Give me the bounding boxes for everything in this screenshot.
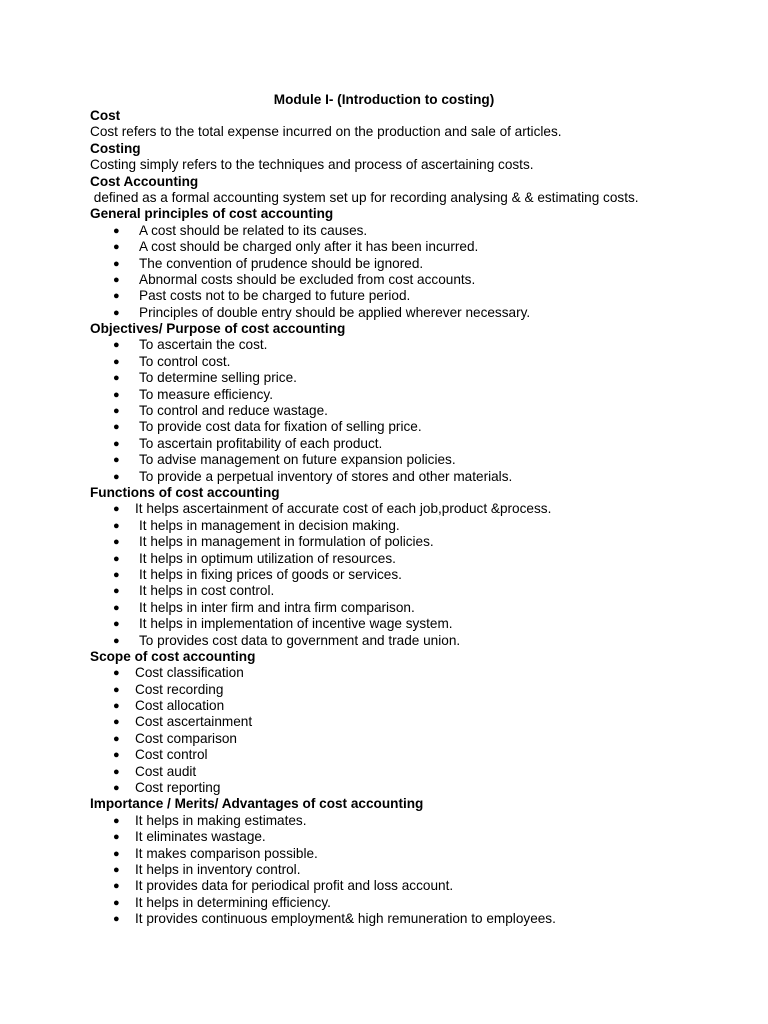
list-item: ● Abnormal costs should be excluded from cost accounts. <box>113 271 476 287</box>
costing-definition: Costing simply refers to the techniques and process of ascertaining costs. <box>90 157 534 173</box>
bullet-icon: ● <box>113 847 120 860</box>
list-item: ● It helps in implementation of incentive wage system. <box>113 616 453 632</box>
page-title: Module I- (Introduction to costing) <box>273 92 495 107</box>
list-item: ● To ascertain profitability of each product. <box>113 435 383 451</box>
bullet-icon: ● <box>113 519 120 532</box>
bullet-icon: ● <box>113 405 120 418</box>
bullet-icon: ● <box>113 601 120 614</box>
list-item: ● To control cost. <box>113 353 231 369</box>
bullet-icon: ● <box>113 470 120 483</box>
bullet-icon: ● <box>113 896 120 909</box>
list-item: ● It helps in management in formulation of policies. <box>113 534 434 550</box>
list-item: ● To control and reduce wastage. <box>113 403 328 419</box>
section-heading-functions: Functions of cost accounting <box>90 484 280 500</box>
bullet-icon: ● <box>113 585 120 598</box>
bullet-icon: ● <box>113 683 120 696</box>
bullet-icon: ● <box>113 716 120 729</box>
list-item: ● Principles of double entry should be applied wherever necessary. <box>113 304 531 320</box>
section-heading-scope: Scope of cost accounting <box>90 648 256 664</box>
bullet-icon: ● <box>113 863 120 876</box>
list-item: ● It helps in cost control. <box>113 583 275 599</box>
scope-list <box>90 665 750 796</box>
bullet-icon: ● <box>113 503 120 516</box>
list-item: ● To determine selling price. <box>113 370 297 386</box>
bullet-icon: ● <box>113 257 120 270</box>
list-item: ● Cost allocation <box>113 698 225 714</box>
list-item: ● Cost control <box>113 747 208 763</box>
list-item: ● A cost should be related to its causes. <box>113 222 368 238</box>
list-item: ● Cost reporting <box>113 780 221 796</box>
bullet-icon: ● <box>113 749 120 762</box>
section-heading-cost-accounting: Cost Accounting <box>90 173 199 189</box>
list-item: ● It helps in management in decision making. <box>113 517 400 533</box>
list-item: ● To provide a perpetual inventory of stores and other materials. <box>113 468 513 484</box>
list-item: ● Past costs not to be charged to future period. <box>113 288 411 304</box>
section-heading-objectives: Objectives/ Purpose of cost accounting <box>90 321 346 337</box>
list-item: ● It eliminates wastage. <box>113 829 266 845</box>
bullet-icon: ● <box>113 241 120 254</box>
list-item: ● It provides data for periodical profit and loss account. <box>113 878 454 894</box>
bullet-icon: ● <box>113 454 120 467</box>
bullet-icon: ● <box>113 290 120 303</box>
section-heading-costing: Costing <box>90 140 141 156</box>
functions-list <box>90 501 750 649</box>
list-item: ● It helps in determining efficiency. <box>113 894 331 910</box>
bullet-icon: ● <box>113 273 120 286</box>
list-item: ● It helps ascertainment of accurate cost of each job,product &process. <box>113 501 552 517</box>
bullet-icon: ● <box>113 732 120 745</box>
bullet-icon: ● <box>113 568 120 581</box>
bullet-icon: ● <box>113 421 120 434</box>
list-item: ● It makes comparison possible. <box>113 845 318 861</box>
list-item: ● A cost should be charged only after it has been incurred. <box>113 239 479 255</box>
bullet-icon: ● <box>113 700 120 713</box>
document-body <box>90 108 750 928</box>
list-item: ● It helps in inventory control. <box>113 861 301 877</box>
bullet-icon: ● <box>113 388 120 401</box>
list-item: ● Cost comparison <box>113 730 237 746</box>
section-heading-principles: General principles of cost accounting <box>90 206 334 222</box>
list-item: ● To measure efficiency. <box>113 386 273 402</box>
bullet-icon: ● <box>113 224 120 237</box>
bullet-icon: ● <box>113 831 120 844</box>
bullet-icon: ● <box>113 306 120 319</box>
bullet-icon: ● <box>113 618 120 631</box>
bullet-icon: ● <box>113 667 120 680</box>
section-heading-cost: Cost <box>90 108 121 123</box>
importance-list <box>90 813 750 928</box>
cost-definition: Cost refers to the total expense incurred on the production and sale of articles. <box>90 124 562 140</box>
bullet-icon: ● <box>113 372 120 385</box>
list-item: ● To advise management on future expansion policies. <box>113 452 456 468</box>
bullet-icon: ● <box>113 536 120 549</box>
cost-accounting-definition: defined as a formal accounting system set up for recording analysing & & estimating costs. <box>90 189 639 205</box>
section-heading-importance: Importance / Merits/ Advantages of cost accounting <box>90 796 424 812</box>
bullet-icon: ● <box>113 765 120 778</box>
objectives-list <box>90 337 750 485</box>
bullet-icon: ● <box>113 913 120 926</box>
principles-list <box>90 223 750 321</box>
list-item: ● It helps in inter firm and intra firm comparison. <box>113 599 415 615</box>
list-item: ● Cost ascertainment <box>113 714 253 730</box>
list-item: ● It helps in optimum utilization of resources. <box>113 550 396 566</box>
bullet-icon: ● <box>113 355 120 368</box>
list-item: ● It helps in fixing prices of goods or services. <box>113 566 402 582</box>
list-item: ● Cost classification <box>113 665 244 681</box>
bullet-icon: ● <box>113 782 120 795</box>
bullet-icon: ● <box>113 552 120 565</box>
list-item: ● The convention of prudence should be ignored. <box>113 255 424 271</box>
list-item: ● To ascertain the cost. <box>113 337 268 353</box>
bullet-icon: ● <box>113 339 120 352</box>
list-item: ● It helps in making estimates. <box>113 812 307 828</box>
bullet-icon: ● <box>113 437 120 450</box>
bullet-icon: ● <box>113 814 120 827</box>
bullet-icon: ● <box>113 880 120 893</box>
list-item: ● Cost recording <box>113 681 224 697</box>
list-item: ● To provides cost data to government and trade union. <box>113 632 461 648</box>
list-item: ● To provide cost data for fixation of selling price. <box>113 419 422 435</box>
list-item: ● It provides continuous employment& high remuneration to employees. <box>113 911 556 927</box>
bullet-icon: ● <box>113 634 120 647</box>
list-item: ● Cost audit <box>113 763 197 779</box>
